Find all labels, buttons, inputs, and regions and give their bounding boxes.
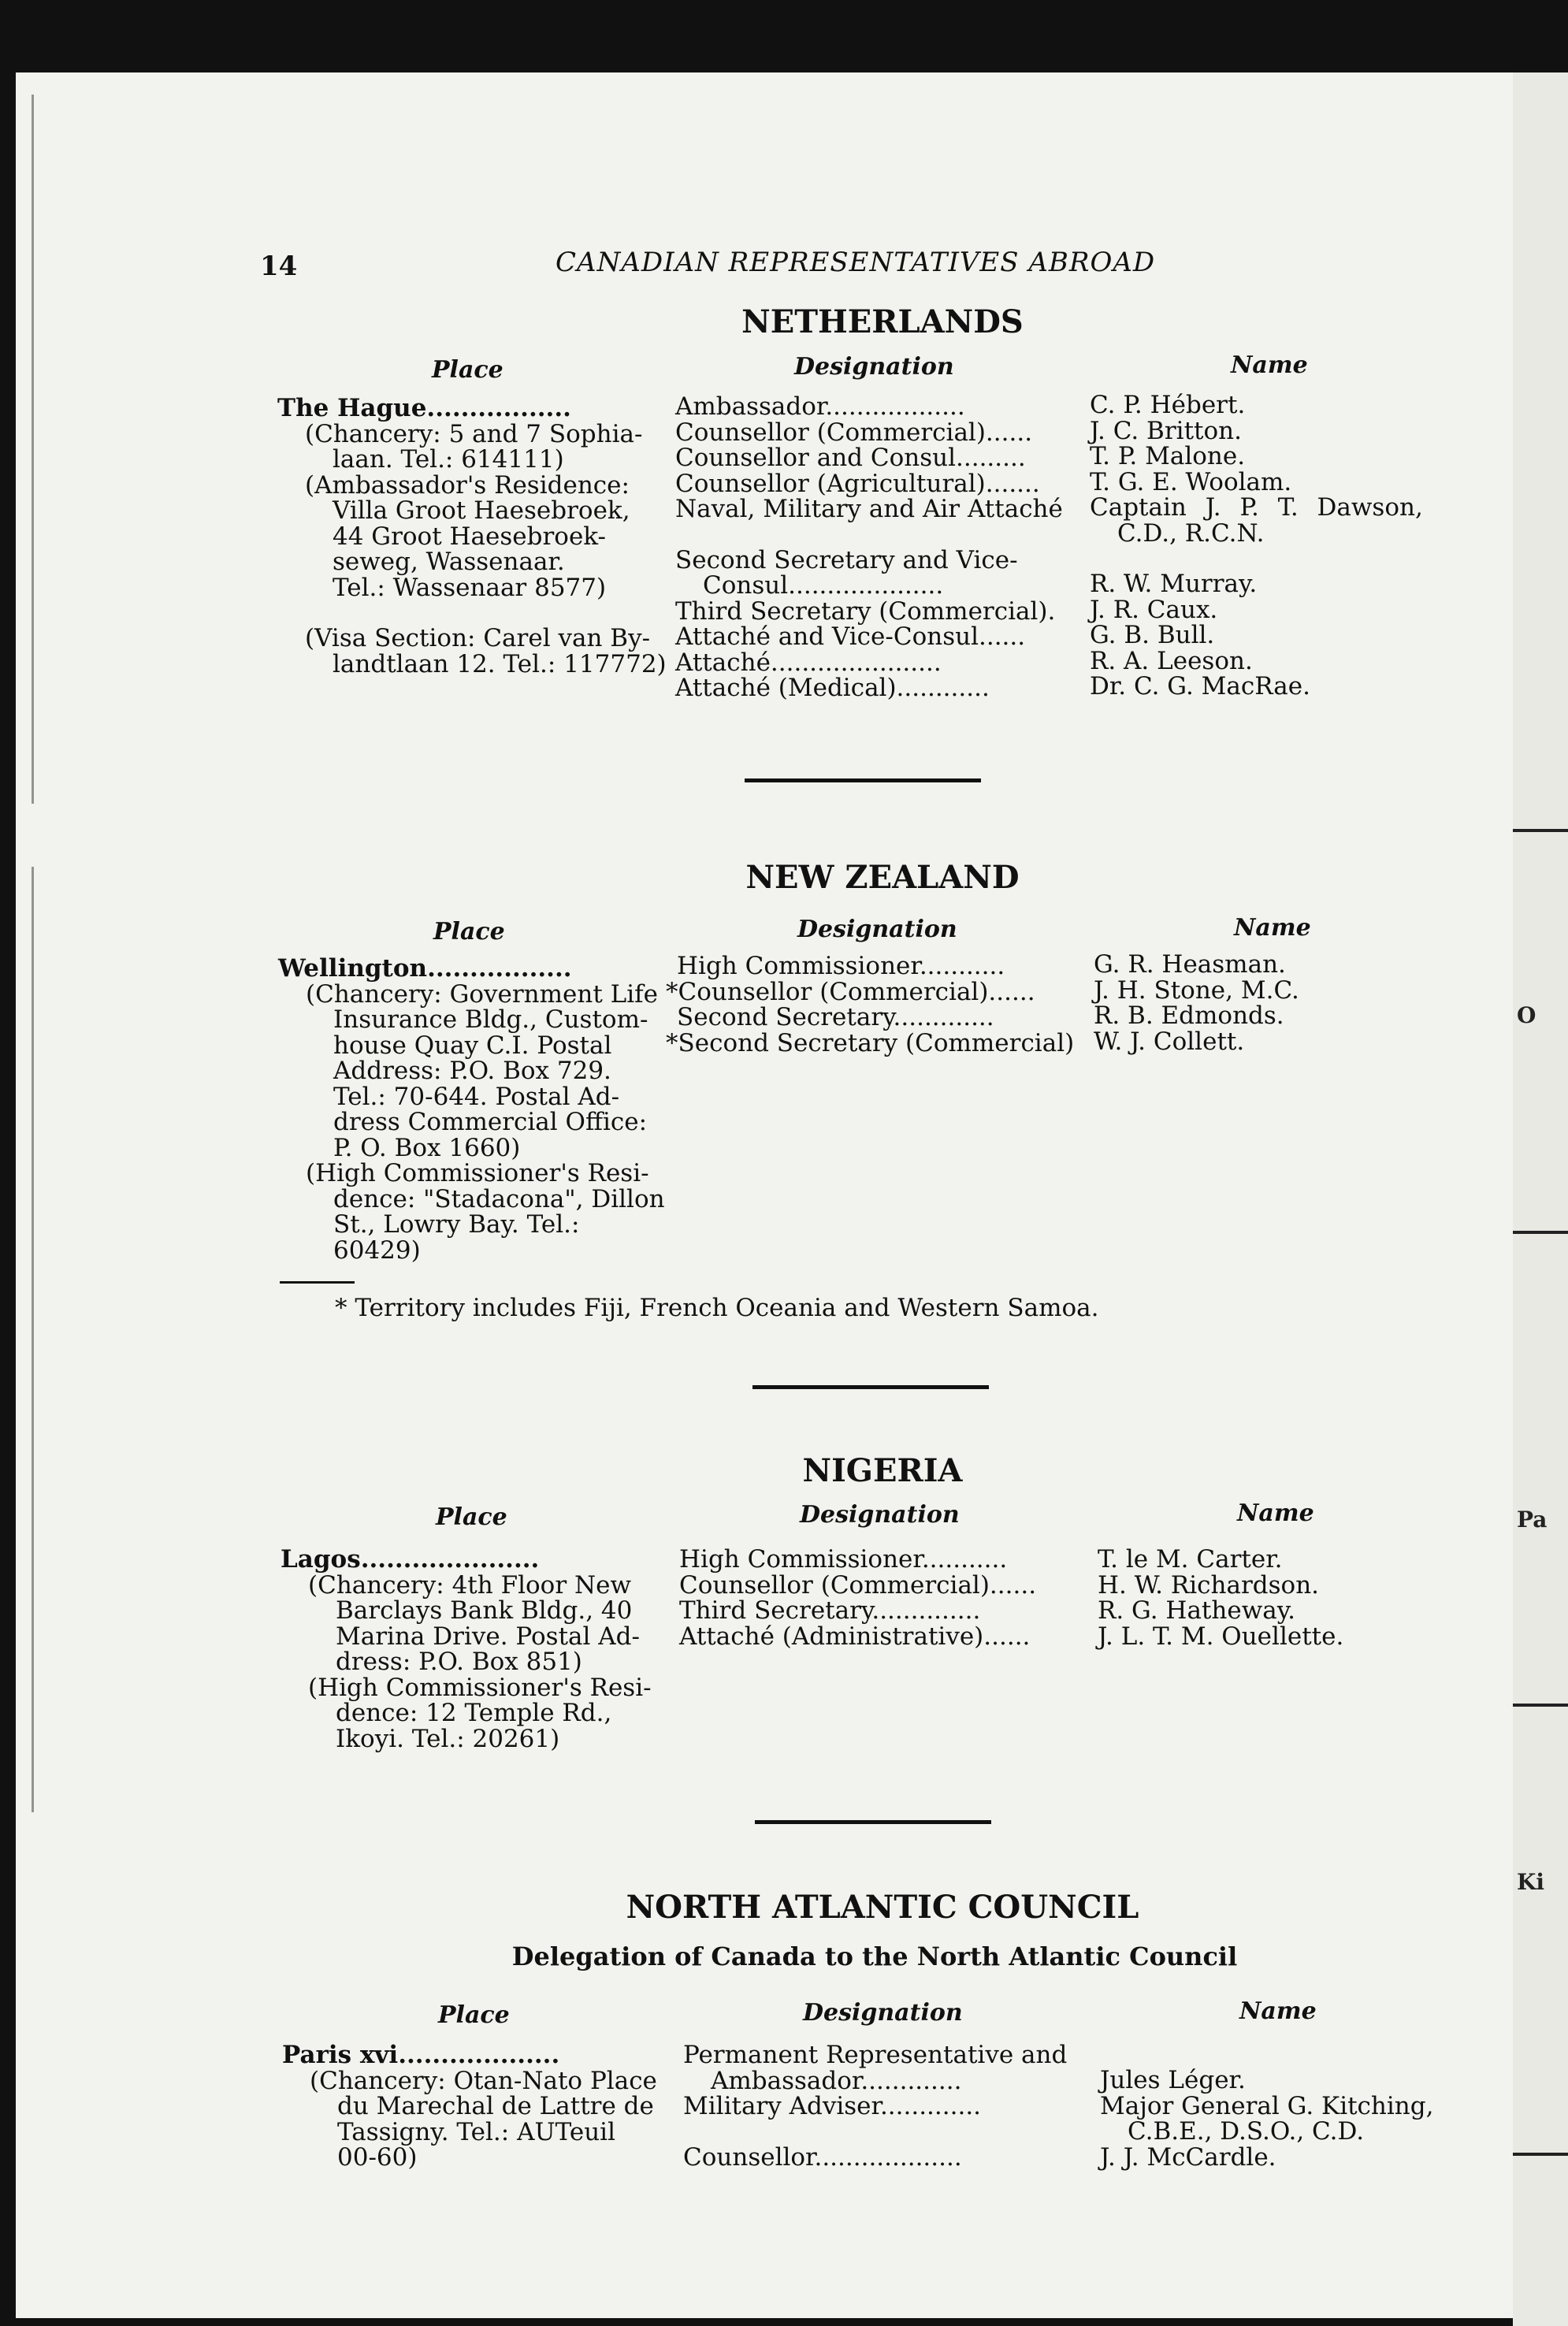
- designation: Third Secretary (Commercial).: [675, 596, 1056, 626]
- designation: Ambassador..................: [675, 392, 965, 421]
- place-line: (Chancery: Otan-Nato Place: [310, 2066, 657, 2095]
- officer-name: [1100, 2042, 1433, 2068]
- place-column: [282, 2042, 657, 2171]
- designation: High Commissioner...........: [679, 1545, 1008, 1574]
- place-line: 00-60): [337, 2143, 418, 2172]
- designation: Attaché......................: [675, 648, 942, 677]
- designation: Counsellor (Commercial)......: [675, 418, 1033, 447]
- officer-name: R. G. Hatheway.: [1098, 1596, 1295, 1625]
- place-line: Address: P.O. Box 729.: [333, 1057, 611, 1085]
- edge-rule: [1513, 829, 1568, 832]
- designation: Second Secretary and Vice-: [675, 545, 1018, 574]
- section-divider: [752, 1385, 989, 1389]
- edge-letter: O: [1517, 1002, 1536, 1028]
- designation: Attaché (Medical)............: [675, 674, 990, 702]
- officer-name: C.D., R.C.N.: [1117, 518, 1265, 548]
- place-city: Paris xvi...................: [282, 2041, 560, 2069]
- place-line: house Quay C.I. Postal: [333, 1031, 612, 1060]
- name-column: [1090, 392, 1423, 700]
- place-line: [277, 600, 667, 626]
- place-line: (Visa Section: Carel van By-: [305, 624, 651, 652]
- section-divider: [745, 778, 981, 782]
- officer-name: R. B. Edmonds.: [1094, 1001, 1284, 1030]
- col-head-designation: Designation: [800, 1501, 960, 1529]
- col-head-place: Place: [432, 356, 503, 384]
- page-number: 14: [260, 251, 298, 282]
- place-city: Lagos.....................: [281, 1545, 540, 1574]
- adjacent-page-edge: [1513, 72, 1568, 2326]
- col-head-place: Place: [436, 1503, 507, 1531]
- designation: Counsellor...................: [683, 2142, 962, 2172]
- name-column: [1100, 2042, 1433, 2170]
- footnote-rule: [280, 1281, 355, 1284]
- place-line: dence: "Stadacona", Dillon: [333, 1184, 665, 1213]
- place-line: (Chancery: Government Life: [306, 979, 658, 1009]
- officer-name: W. J. Collett.: [1094, 1027, 1245, 1056]
- officer-name: J. C. Britton.: [1090, 416, 1242, 445]
- designation: Military Adviser.............: [683, 2092, 982, 2120]
- officer-name: C. P. Hébert.: [1090, 391, 1246, 419]
- col-head-designation: Designation: [794, 353, 954, 381]
- designation: *Counsellor (Commercial)......: [666, 977, 1035, 1006]
- place-line: Tassigny. Tel.: AUTeuil: [337, 2117, 616, 2146]
- place-line: Tel.: 70-644. Postal Ad-: [333, 1082, 620, 1111]
- officer-name: J. J. McCardle.: [1100, 2142, 1276, 2172]
- col-head-place: Place: [438, 2001, 510, 2029]
- place-column: [277, 396, 667, 677]
- section-divider: [755, 1820, 991, 1824]
- place-line: (Ambassador's Residence:: [305, 470, 630, 500]
- designation: Second Secretary.............: [677, 1003, 994, 1031]
- officer-name: Dr. C. G. MacRae.: [1090, 672, 1310, 700]
- place-line: laan. Tel.: 614111): [333, 445, 564, 474]
- running-title: CANADIAN REPRESENTATIVES ABROAD: [555, 247, 1156, 278]
- officer-name: R. W. Murray.: [1090, 570, 1258, 598]
- place-line: dress Commercial Office:: [333, 1108, 648, 1136]
- place-line: (High Commissioner's Resi-: [306, 1159, 649, 1187]
- officer-name: R. A. Leeson.: [1090, 646, 1253, 675]
- officer-name: Jules Léger.: [1100, 2066, 1246, 2094]
- designation: Counsellor (Agricultural).......: [675, 469, 1040, 498]
- place-line: Ikoyi. Tel.: 20261): [336, 1724, 560, 1753]
- place-line: Barclays Bank Bldg., 40: [336, 1596, 633, 1625]
- officer-name: G. R. Heasman.: [1094, 950, 1286, 979]
- officer-name: J. H. Stone, M.C.: [1094, 975, 1299, 1005]
- place-line: dence: 12 Temple Rd.,: [336, 1699, 612, 1727]
- designation: Permanent Representative and: [683, 2041, 1068, 2069]
- section-title-new-zealand: NEW ZEALAND: [745, 859, 1020, 896]
- designation: [683, 2120, 1067, 2145]
- place-column: [278, 956, 665, 1263]
- designation: Counsellor (Commercial)......: [679, 1570, 1037, 1600]
- col-head-name: Name: [1239, 1997, 1317, 2025]
- designation: Third Secretary..............: [679, 1596, 981, 1625]
- place-line: Insurance Bldg., Custom-: [333, 1005, 648, 1034]
- col-head-place: Place: [433, 918, 505, 946]
- officer-name: [1090, 546, 1423, 571]
- officer-name: T. le M. Carter.: [1098, 1545, 1283, 1574]
- officer-name: G. B. Bull.: [1090, 621, 1215, 649]
- officer-name: H. W. Richardson.: [1098, 1570, 1320, 1600]
- designation: Attaché and Vice-Consul......: [675, 622, 1026, 651]
- col-head-designation: Designation: [797, 916, 957, 943]
- place-line: St., Lowry Bay. Tel.:: [333, 1210, 580, 1239]
- edge-rule: [1513, 1231, 1568, 1234]
- col-head-designation: Designation: [803, 1999, 963, 2027]
- officer-name: J. R. Caux.: [1090, 595, 1218, 624]
- designation: High Commissioner...........: [677, 952, 1005, 980]
- designation-column: [679, 1547, 1036, 1649]
- footnote: * Territory includes Fiji, French Oceania and Western Samoa.: [335, 1294, 1099, 1322]
- officer-name: Major General G. Kitching,: [1100, 2091, 1434, 2120]
- designation: Counsellor and Consul.........: [675, 444, 1026, 472]
- edge-letter: Ki: [1517, 1869, 1544, 1895]
- delegation-subtitle: Delegation of Canada to the North Atlantic Council: [511, 1941, 1238, 1971]
- section-title-north-atlantic-council: NORTH ATLANTIC COUNCIL: [626, 1889, 1139, 1926]
- place-line: 44 Groot Haesebroek-: [333, 522, 607, 551]
- officer-name: T. P. Malone.: [1090, 442, 1246, 470]
- designation: Ambassador.............: [711, 2066, 962, 2095]
- edge-rule: [1513, 1704, 1568, 1707]
- officer-name: J. L. T. M. Ouellette.: [1098, 1622, 1344, 1651]
- officer-name: C.B.E., D.S.O., C.D.: [1128, 2117, 1365, 2146]
- place-line: dress: P.O. Box 851): [336, 1648, 582, 1676]
- place-line: 60429): [333, 1235, 421, 1265]
- place-column: [281, 1547, 652, 1752]
- officer-name: Captain J. P. T. Dawson,: [1090, 493, 1423, 522]
- binding-shadow: [32, 95, 34, 804]
- designation: Consul....................: [703, 571, 944, 600]
- section-title-nigeria: NIGERIA: [802, 1452, 963, 1489]
- edge-letter: Pa: [1517, 1507, 1548, 1533]
- edge-rule: [1513, 2153, 1568, 2156]
- place-line: (Chancery: 5 and 7 Sophia-: [305, 419, 643, 448]
- place-city: The Hague.................: [277, 394, 571, 422]
- place-line: du Marechal de Lattre de: [337, 2092, 654, 2120]
- name-column: [1094, 952, 1299, 1054]
- designation-column: [675, 394, 1063, 701]
- col-head-name: Name: [1237, 1499, 1314, 1527]
- place-city: Wellington.................: [278, 954, 572, 983]
- place-line: Tel.: Wassenaar 8577): [333, 573, 607, 602]
- section-title-netherlands: NETHERLANDS: [741, 303, 1024, 340]
- designation-column: [683, 2042, 1067, 2170]
- col-head-name: Name: [1234, 914, 1311, 942]
- binding-shadow: [32, 867, 34, 1812]
- place-line: (Chancery: 4th Floor New: [308, 1570, 631, 1600]
- place-line: seweg, Wassenaar.: [333, 548, 565, 576]
- place-line: Villa Groot Haesebroek,: [333, 496, 630, 525]
- place-line: landtlaan 12. Tel.: 117772): [333, 649, 667, 678]
- designation-column: [666, 953, 1074, 1056]
- name-column: [1098, 1547, 1343, 1649]
- place-line: Marina Drive. Postal Ad-: [336, 1622, 641, 1651]
- officer-name: T. G. E. Woolam.: [1090, 467, 1292, 496]
- place-line: P. O. Box 1660): [333, 1133, 521, 1162]
- place-line: (High Commissioner's Resi-: [308, 1673, 652, 1702]
- designation: *Second Secretary (Commercial): [666, 1028, 1075, 1057]
- designation: Attaché (Administrative)......: [679, 1622, 1031, 1651]
- designation: [675, 522, 1063, 548]
- designation: Naval, Military and Air Attaché: [675, 495, 1063, 523]
- col-head-name: Name: [1231, 351, 1308, 379]
